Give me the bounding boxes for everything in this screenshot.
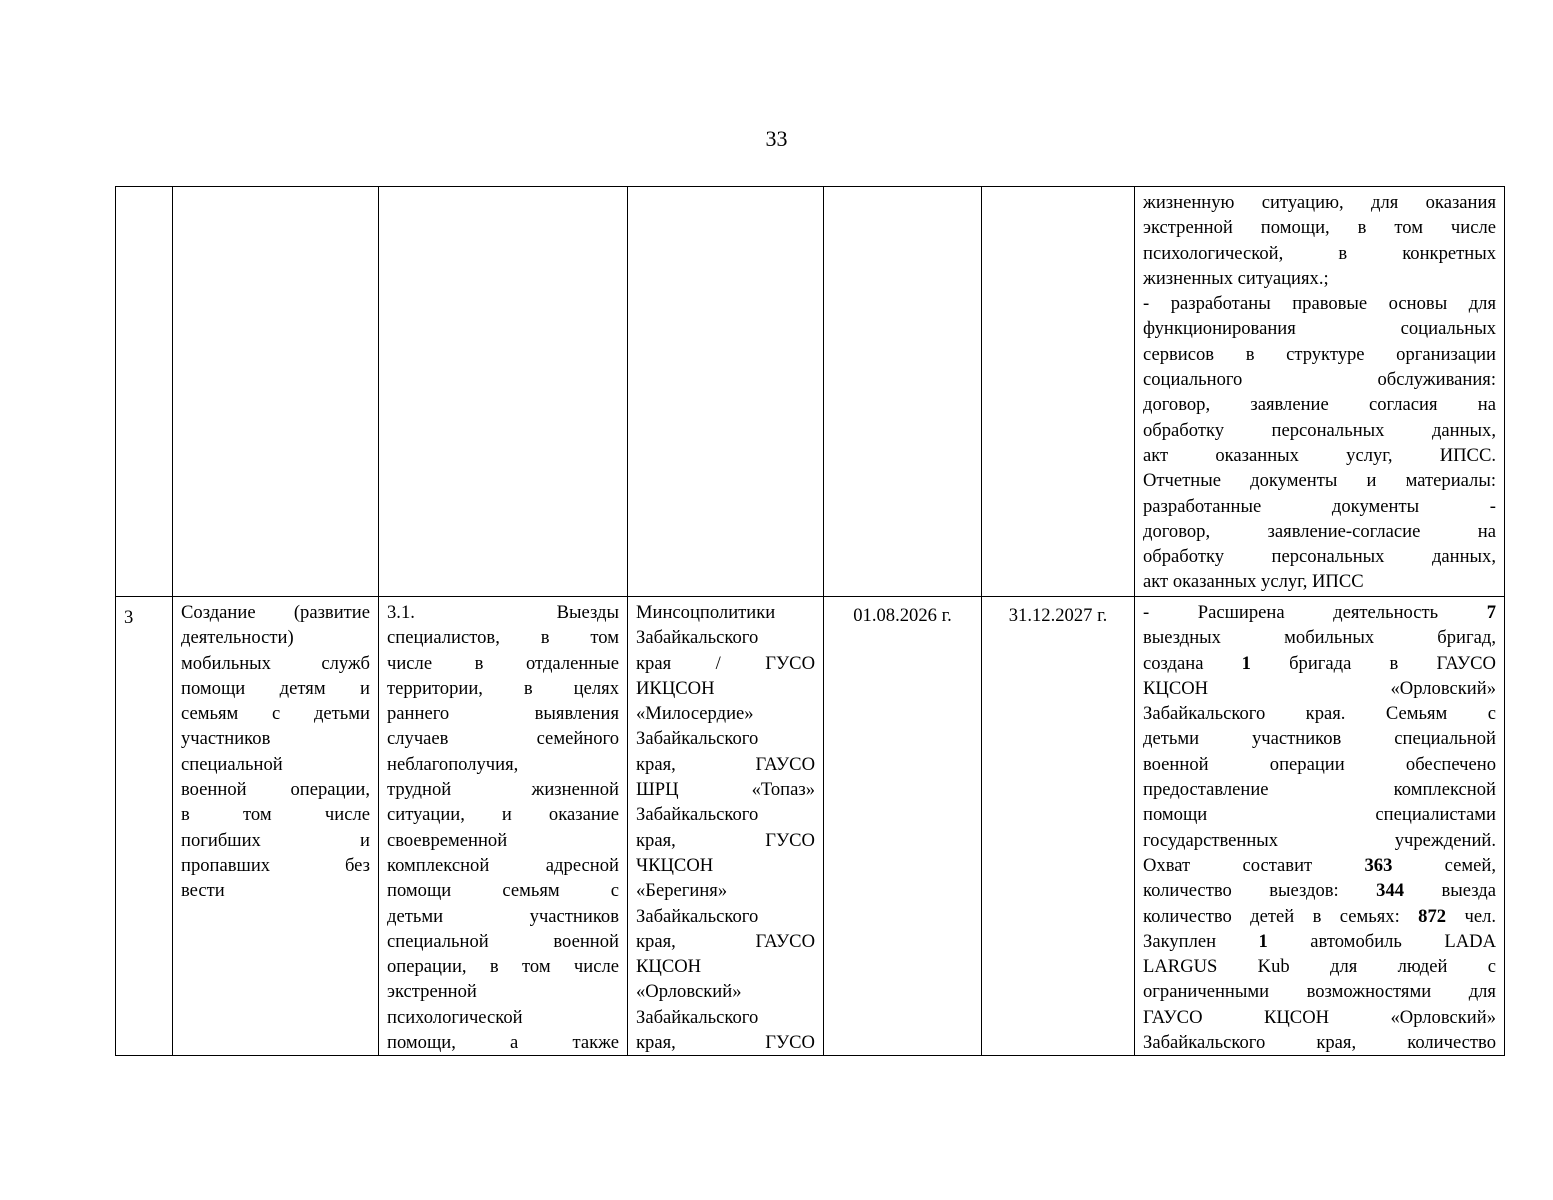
cell-start-date xyxy=(824,597,982,1056)
cell-executor-empty xyxy=(628,187,824,597)
text-line: Забайкальского xyxy=(636,627,759,649)
cell-executor xyxy=(628,597,824,1056)
cell-end-date xyxy=(982,597,1135,1056)
text-line: акт оказанных услуг, ИПСС. xyxy=(1143,444,1496,466)
cell-row-number xyxy=(116,597,173,1056)
text-line: экстренной помощи, в том числе xyxy=(1143,217,1496,239)
text-line: «Милосердие» xyxy=(636,703,754,725)
result-line: создана 1 бригада в ГАУСО xyxy=(1143,652,1496,674)
text-line: обработку персональных данных, xyxy=(1143,419,1496,441)
end-date: 31.12.2027 г. xyxy=(1008,605,1108,626)
text-line: акт оказанных услуг, ИПСС xyxy=(1143,571,1364,593)
text-line: помощи детям и xyxy=(181,677,370,699)
text-line: неблагополучия, xyxy=(387,753,519,775)
text-line: психологической xyxy=(387,1006,523,1028)
text-line: - разработаны правовые основы для xyxy=(1143,293,1496,315)
text-line: договор, заявление-согласие на xyxy=(1143,520,1496,542)
cell-activity xyxy=(379,597,628,1056)
text-line: погибших и xyxy=(181,829,370,851)
text-line: помощи, а также xyxy=(387,1032,619,1054)
table-row-3 xyxy=(116,597,1505,1056)
result-line: помощи специалистами xyxy=(1143,804,1496,826)
result-line: Охват составит 363 семей, xyxy=(1143,854,1497,876)
text-line: в том числе xyxy=(181,804,370,826)
result-line: Закуплен 1 автомобиль LADA xyxy=(1143,930,1496,952)
cell-result-continuation xyxy=(1135,187,1505,597)
text-line: Забайкальского xyxy=(636,728,759,750)
text-line: Создание (развитие xyxy=(181,602,370,623)
result-line: предоставление комплексной xyxy=(1143,779,1496,801)
text-line: детьми участников xyxy=(387,905,619,927)
result-line: ГАУСО КЦСОН «Орловский» xyxy=(1143,1006,1496,1028)
text-line: «Берегиня» xyxy=(636,880,728,902)
page-number: 33 xyxy=(765,126,788,151)
result-line: детьми участников специальной xyxy=(1143,728,1496,750)
text-line: комплексной адресной xyxy=(387,854,619,876)
text-line: семьям с детьми xyxy=(181,703,370,725)
text-line: мобильных служб xyxy=(181,652,370,674)
text-line: территории, в целях xyxy=(387,677,619,699)
text-line: Забайкальского xyxy=(636,804,759,826)
text-line: участников xyxy=(181,728,271,750)
text-line: ШРЦ «Топаз» xyxy=(636,779,815,801)
text-line: военной операции, xyxy=(181,779,370,801)
text-line: Забайкальского xyxy=(636,905,759,927)
result-line: КЦСОН «Орловский» xyxy=(1143,677,1496,699)
result-line: военной операции обеспечено xyxy=(1143,753,1496,775)
text-line: числе в отдаленные xyxy=(387,652,619,674)
text-line: специальной военной xyxy=(387,930,619,952)
result-line: ограниченными возможностями для xyxy=(1143,981,1496,1003)
text-line: раннего выявления xyxy=(387,703,619,725)
text-line: вести xyxy=(181,880,225,902)
text-line: края, ГУСО xyxy=(636,829,815,851)
text-line: функционирования социальных xyxy=(1143,318,1496,340)
result-line: количество детей в семьях: 872 чел. xyxy=(1143,905,1497,927)
result-line: Забайкальского края, количество xyxy=(1143,1032,1496,1054)
text-line: экстренной xyxy=(387,981,477,1003)
text-line: жизненных ситуациях.; xyxy=(1143,267,1329,289)
cell-task xyxy=(173,597,379,1056)
text-line: пропавших без xyxy=(181,854,370,876)
text-line: края / ГУСО xyxy=(636,652,815,674)
text-line: деятельности) xyxy=(181,627,294,649)
text-line: «Орловский» xyxy=(636,981,742,1003)
text-line: края, ГАУСО xyxy=(636,930,815,952)
result-line: Забайкальского края. Семьям с xyxy=(1143,703,1496,725)
text-line: специальной xyxy=(181,753,283,775)
text-line: ИКЦСОН xyxy=(636,677,715,699)
row-number: 3 xyxy=(124,607,134,628)
text-line: сервисов в структуре организации xyxy=(1143,343,1496,365)
text-line: специалистов, в том xyxy=(387,627,619,649)
text-line: 3.1. Выезды xyxy=(387,602,619,623)
text-line: КЦСОН xyxy=(636,956,702,978)
text-line: договор, заявление согласия на xyxy=(1143,394,1496,416)
start-date: 01.08.2026 г. xyxy=(853,605,952,626)
text-line: Минсоцполитики xyxy=(636,602,776,623)
cell-activity-empty xyxy=(379,187,628,597)
text-line: трудной жизненной xyxy=(387,779,619,801)
text-line: психологической, в конкретных xyxy=(1143,242,1496,264)
result-line: LARGUS Kub для людей с xyxy=(1143,956,1496,978)
text-line: жизненную ситуацию, для оказания xyxy=(1143,192,1496,213)
text-line: края, ГУСО xyxy=(636,1032,815,1054)
cell-result xyxy=(1135,597,1505,1056)
result-line: государственных учреждений. xyxy=(1143,829,1496,851)
text-line: ЧКЦСОН xyxy=(636,854,714,876)
text-line: края, ГАУСО xyxy=(636,753,815,775)
text-line: помощи семьям с xyxy=(387,880,619,902)
text-line: операции, в том числе xyxy=(387,956,619,978)
text-line: своевременной xyxy=(387,829,508,851)
result-line: количество выездов: 344 выезда xyxy=(1143,880,1496,902)
text-line: разработанные документы - xyxy=(1143,495,1496,517)
text-line: Отчетные документы и материалы: xyxy=(1143,470,1496,492)
cell-number-empty xyxy=(116,187,173,597)
result-line: - Расширена деятельность 7 xyxy=(1143,602,1496,623)
text-line: социального обслуживания: xyxy=(1143,369,1496,391)
result-line: выездных мобильных бригад, xyxy=(1143,627,1496,649)
table-row-continuation xyxy=(116,187,1505,597)
text-line: ситуации, и оказание xyxy=(387,804,619,826)
text-line: обработку персональных данных, xyxy=(1143,546,1496,568)
plan-table xyxy=(115,186,1505,1056)
cell-start-empty xyxy=(824,187,982,597)
text-line: Забайкальского xyxy=(636,1006,759,1028)
cell-end-empty xyxy=(982,187,1135,597)
text-line: случаев семейного xyxy=(387,728,619,750)
cell-task-empty xyxy=(173,187,379,597)
